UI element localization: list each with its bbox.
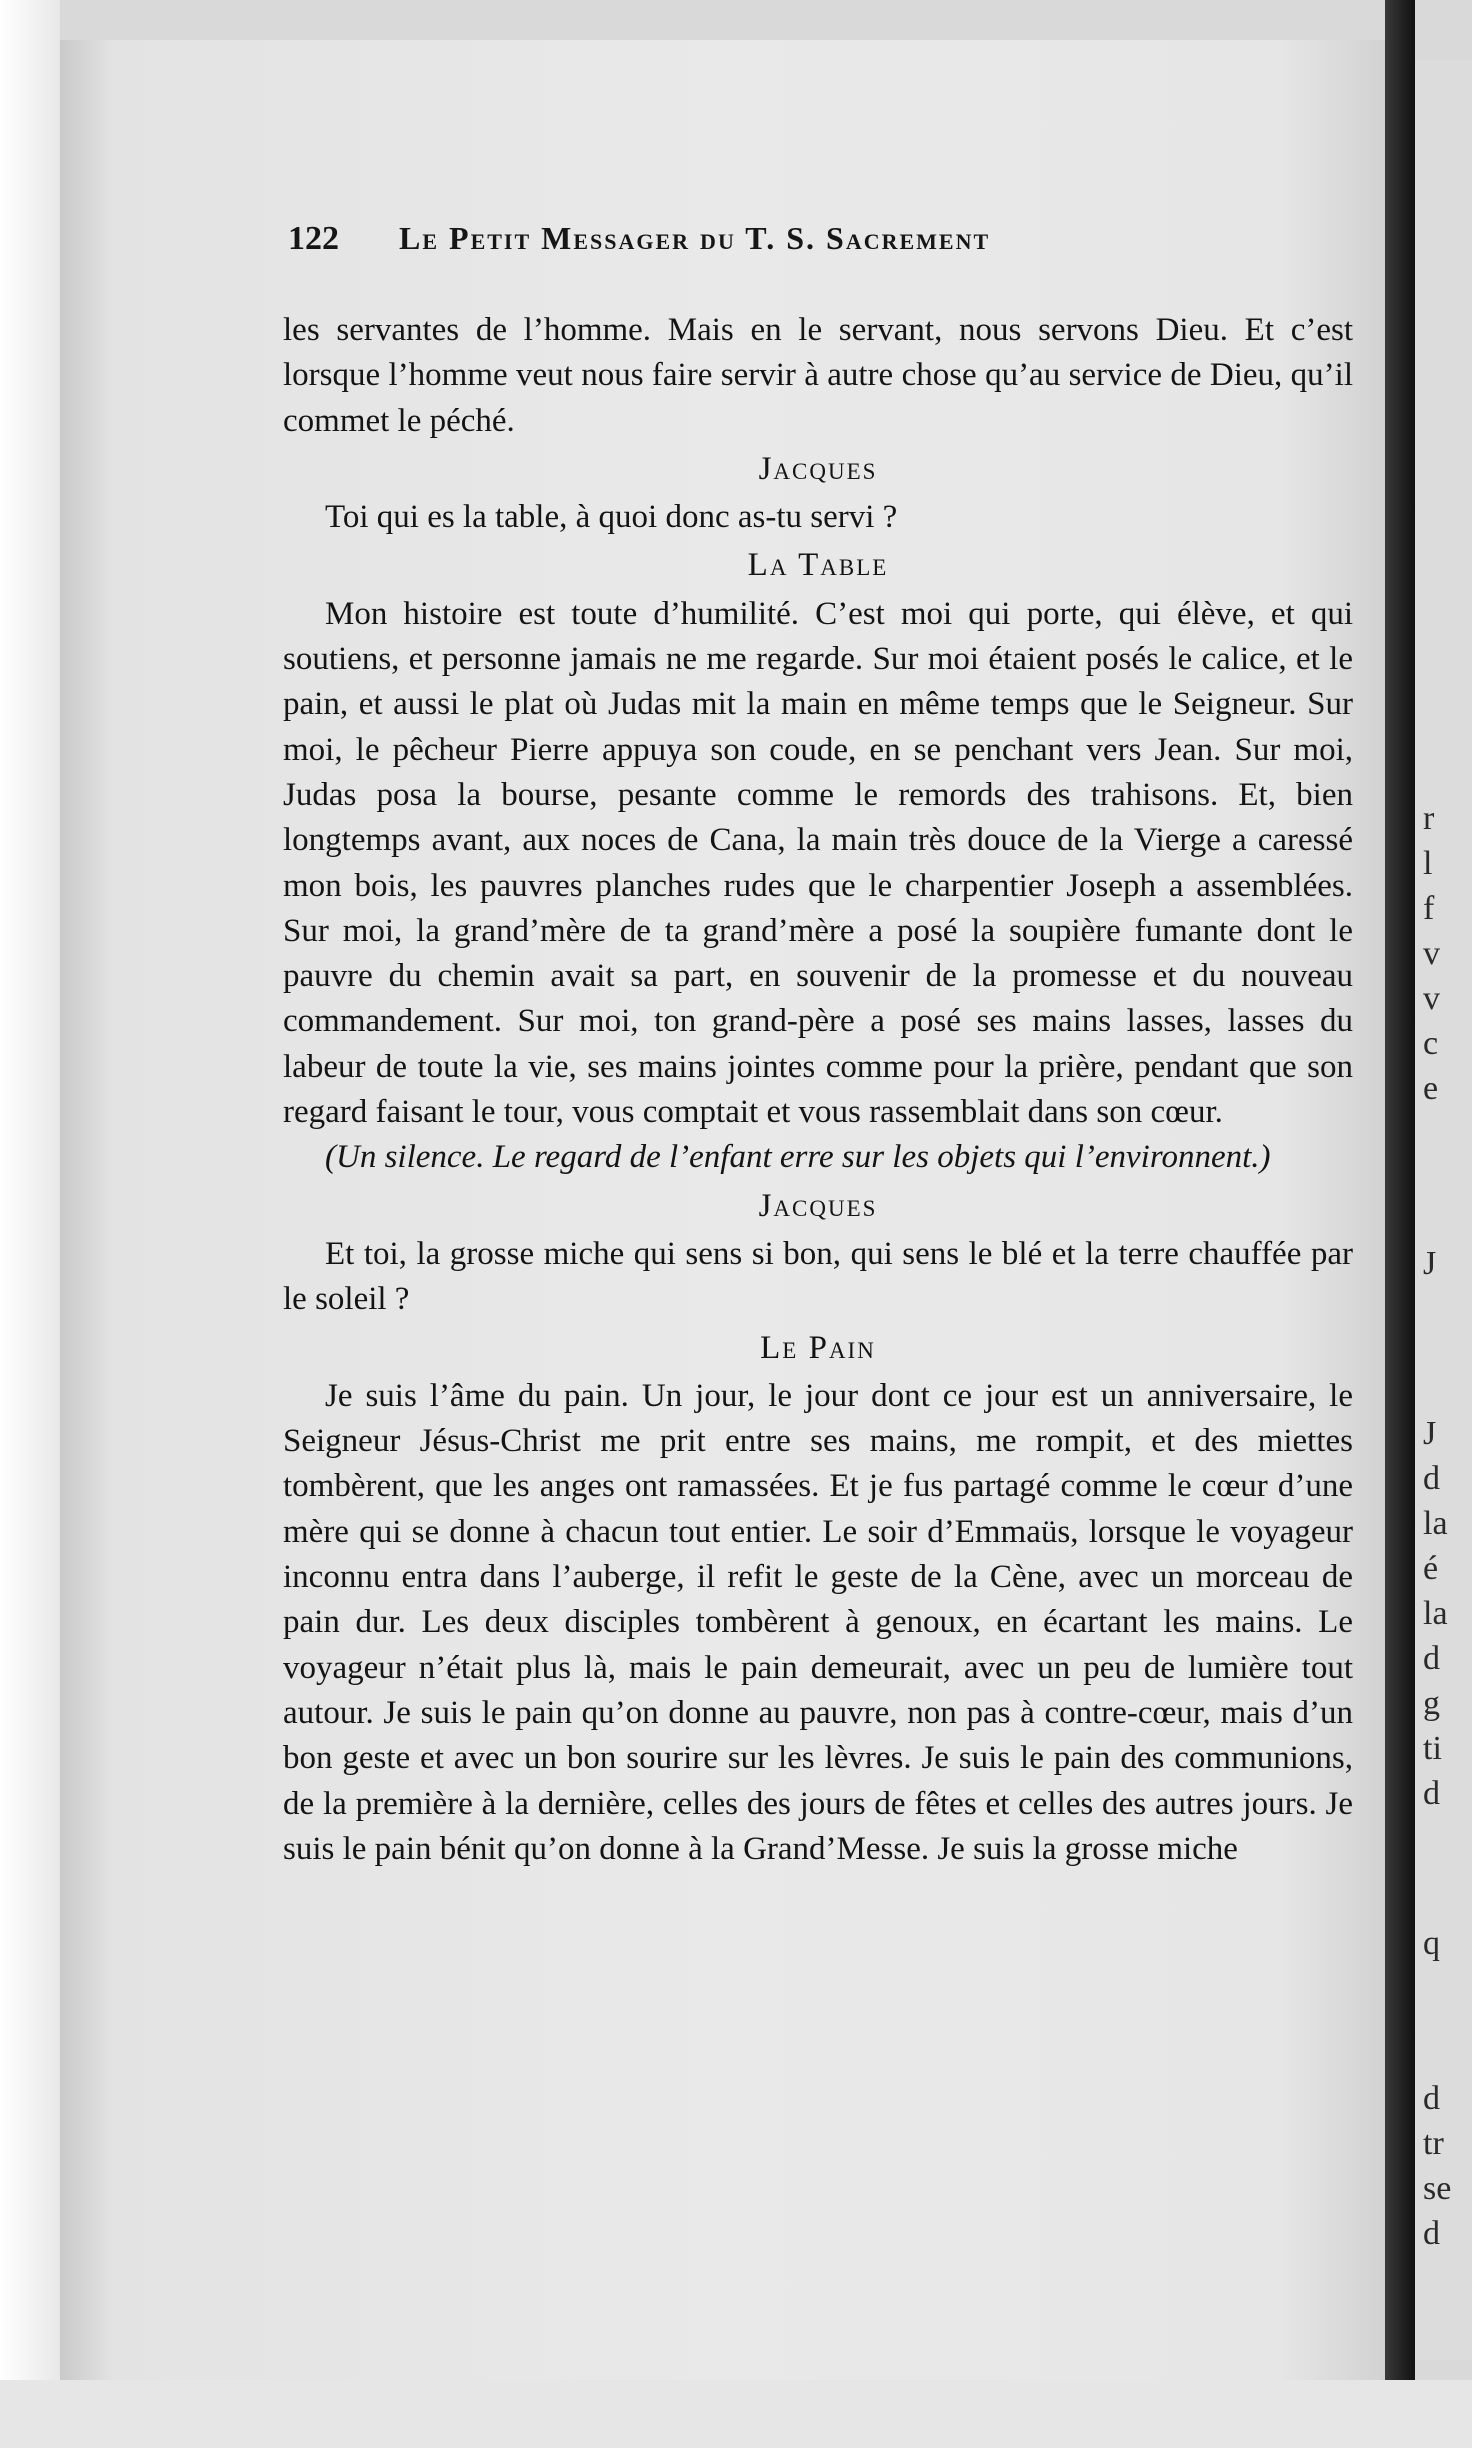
facing-page-fragment: tr <box>1423 2125 1444 2162</box>
facing-page-fragment: J <box>1423 1245 1437 1282</box>
facing-page-fragment: q <box>1423 1925 1440 1962</box>
facing-page-fragment: r <box>1423 800 1435 837</box>
paragraph: Toi qui es la table, à quoi donc as-tu servi ? <box>325 499 898 536</box>
facing-page-fragment: d <box>1423 2080 1440 2117</box>
facing-page-fragment: c <box>1423 1025 1439 1062</box>
facing-page-fragment: v <box>1423 980 1440 1017</box>
page-number: 122 <box>288 220 339 257</box>
facing-page-fragment: d <box>1423 1775 1440 1812</box>
bottom-scan-margin <box>0 2380 1472 2448</box>
book-spine <box>1385 0 1415 2448</box>
speaker-heading: La Table <box>747 547 889 584</box>
paragraph: les servantes de l’homme. Mais en le servant, nous servons Dieu. Et c’est lorsque l’homme veut nous faire servir à autre chose qu’au service de Dieu, qu’il commet le péché. <box>283 312 1353 439</box>
facing-page-fragment: d <box>1423 2215 1440 2252</box>
running-header <box>288 220 1353 270</box>
speaker-heading: Jacques <box>758 1187 878 1224</box>
facing-page-fragment: la <box>1423 1595 1448 1632</box>
facing-page-edge <box>1415 60 1472 2360</box>
facing-page-fragment: v <box>1423 935 1440 972</box>
facing-page-fragment: é <box>1423 1550 1439 1587</box>
facing-page-fragment: g <box>1423 1685 1440 1722</box>
facing-page-fragment: ti <box>1423 1730 1442 1767</box>
paragraph: Et toi, la grosse miche qui sens si bon, qui sens le blé et la terre chauffée par le soleil ? <box>283 1235 1353 1318</box>
facing-page-fragment: d <box>1423 1460 1440 1497</box>
facing-page-fragment: d <box>1423 1640 1440 1677</box>
facing-page-fragment: J <box>1423 1415 1437 1452</box>
page-text <box>283 308 1353 1872</box>
facing-page-fragment: l <box>1423 845 1433 882</box>
stage-direction: (Un silence. Le regard de l’enfant erre sur les objets qui l’environnent.) <box>325 1139 1271 1176</box>
speaker-heading: Jacques <box>758 450 878 487</box>
facing-page-fragment: la <box>1423 1505 1448 1542</box>
paragraph: Je suis l’âme du pain. Un jour, le jour dont ce jour est un anniversaire, le Seigneur Jésus-Christ me prit entre ses mains, me rompit, et des miettes tombèrent, que les anges ont ramassées. Et je fus partagé comme le cœur d’une mère qui se donne à chacun tout entier. Le soir d’Emmaüs, lorsque le voyageur inconnu entra dans l’auberge, il refit le geste de la Cène, avec un morceau de pain dur. Les deux disciples tombèrent à genoux, en écartant les mains. Le voyageur n’était plus là, mais le pain demeurait, avec un peu de lumière tout autour. Je suis le pain qu’on donne au pauvre, non pas à contre-cœur, mais d’un bon geste et avec un bon sourire sur les lèvres. Je suis le pain des communions, de la première à la dernière, celles des jours de fêtes et celles des autres jours. Je suis le pain bénit qu’on donne à la Grand’Messe. Je suis la grosse miche <box>283 1377 1353 1867</box>
facing-page-fragment: se <box>1423 2170 1452 2207</box>
facing-page-fragment: f <box>1423 890 1435 927</box>
running-title: Le Petit Messager du T. S. Sacrement <box>399 220 991 256</box>
paragraph: Mon histoire est toute d’humilité. C’est moi qui porte, qui élève, et qui soutiens, et personne jamais ne me regarde. Sur moi étaient posés le calice, et le pain, et aussi le plat où Judas mit la main en même temps que le Seigneur. Sur moi, le pêcheur Pierre appuya son coude, en se penchant vers Jean. Sur moi, Judas posa la bourse, pesante comme le remords des trahisons. Et, bien longtemps avant, aux noces de Cana, la main très douce de la Vierge a caressé mon bois, les pauvres planches rudes que le charpentier Joseph a assemblées. Sur moi, la grand’mère de ta grand’mère a posé la soupière fumante dont le pauvre du chemin avait sa part, en souvenir de la promesse et du nouveau commandement. Sur moi, ton grand-père a posé ses mains lasses, lasses du labeur de toute la vie, ses mains jointes comme pour la prière, pendant que son regard faisant le tour, vous comptait et vous rassemblait dans son cœur. <box>283 595 1353 1131</box>
speaker-heading: Le Pain <box>760 1329 876 1366</box>
facing-page-fragment: e <box>1423 1070 1439 1107</box>
left-scan-margin <box>0 0 60 2448</box>
